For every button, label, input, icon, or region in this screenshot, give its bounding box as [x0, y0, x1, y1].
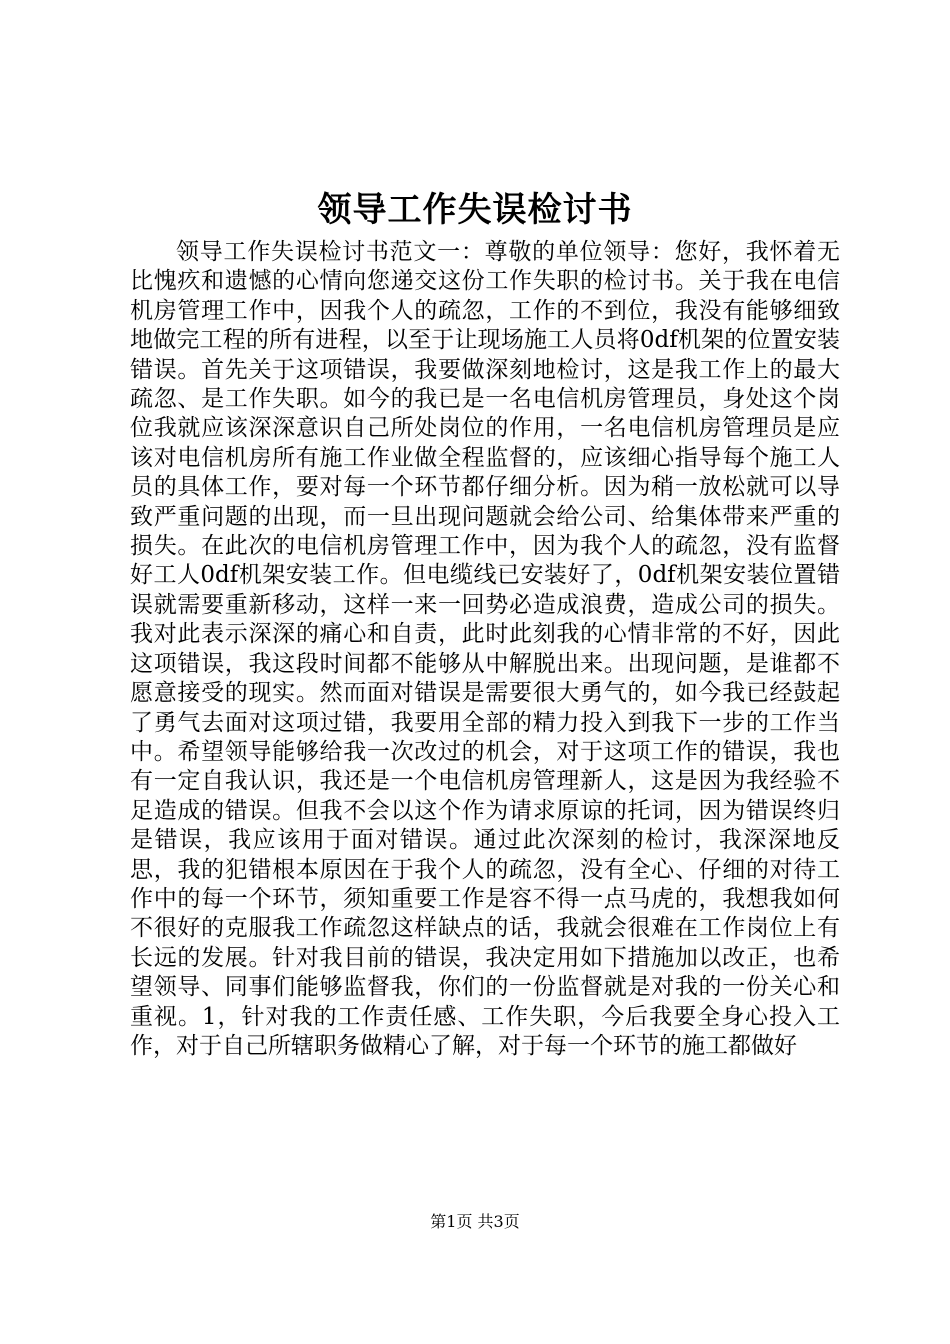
document-body-paragraph: 领导工作失误检讨书范文一：尊敬的单位领导：您好，我怀着无比愧疚和遗憾的心情向您递交这份工作失职的检讨书。关于我在电信机房管理工作中，因我个人的疏忽，工作的不到位，我没有能够细致地做完工程的所有进程，以至于让现场施工人员将0df机架的位置安装错误。首先关于这项错误，我要做深刻地检讨，这是我工作上的最大疏忽、是工作失职。如今的我已是一名电信机房管理员，身处这个岗位我就应该深深意识自己所处岗位的作用，一名电信机房管理员是应该对电信机房所有施工作业做全程监督的，应该细心指导每个施工人员的具体工作，要对每一个环节都仔细分析。因为稍一放松就可以导致严重问题的出现，而一旦出现问题就会给公司、给集体带来严重的损失。在此次的电信机房管理工作中，因为我个人的疏忽，没有监督好工人0df机架安装工作。但电缆线已安装好了，0df机架安装位置错误就需要重新移动，这样一来一回势必造成浪费，造成公司的损失。我对此表示深深的痛心和自责，此时此刻我的心情非常的不好，因此这项错误，我这段时间都不能够从中解脱出来。出现问题，是谁都不愿意接受的现实。然而面对错误是需要很大勇气的，如今我已经鼓起了勇气去面对这项过错，我要用全部的精力投入到我下一步的工作当中。希望领导能够给我一次改过的机会，对于这项工作的错误，我也有一定自我认识，我还是一个电信机房管理新人，这是因为我经验不足造成的错误。但我不会以这个作为请求原谅的托词，因为错误终归是错误，我应该用于面对错误。通过此次深刻的检讨，我深深地反思，我的犯错根本原因在于我个人的疏忽，没有全心、仔细的对待工作中的每一个环节，须知重要工作是容不得一点马虎的，我想我如何不很好的克服我工作疏忽这样缺点的话，我就会很难在工作岗位上有长远的发展。针对我目前的错误，我决定用如下措施加以改正，也希望领导、同事们能够监督我，你们的一份监督就是对我的一份关心和重视。1，针对我的工作责任感、工作失职，今后我要全身心投入工作，对于自己所辖职务做精心了解，对于每一个环节的施工都做好 [130, 239, 840, 1059]
page-number-footer: 第1页 共3页 [430, 1212, 520, 1231]
document-title: 领导工作失误检讨书 [317, 190, 633, 230]
